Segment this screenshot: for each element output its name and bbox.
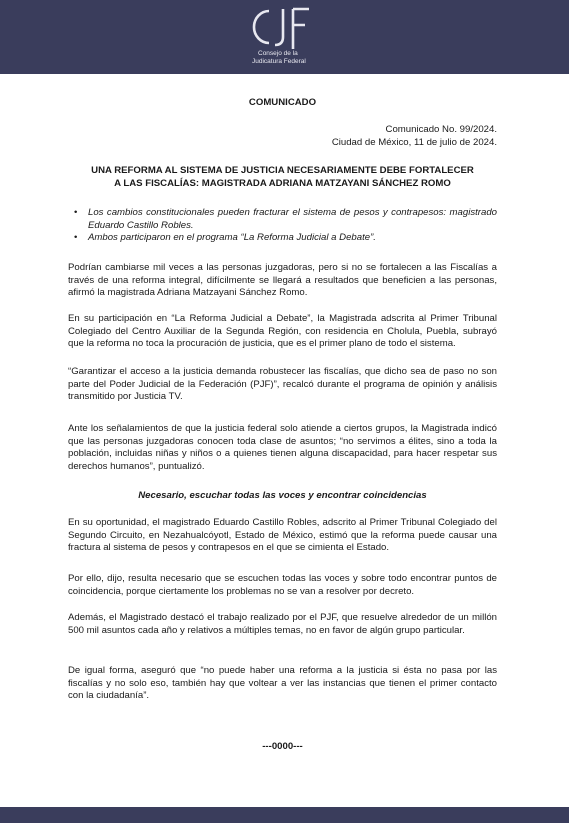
paragraph: De igual forma, aseguró que “no puede haber una reforma a la justicia si ésta no pasa por las fiscalías y no solo eso, también hay que voltear a ver las instancias que tienen el primer contacto con la ciudadanía”. <box>68 665 497 702</box>
headline <box>68 165 497 190</box>
paragraph: Además, el Magistrado destacó el trabajo realizado por el PJF, que resuelve alrededor de un millón 500 mil asuntos cada año y relativos a múltiples temas, no en favor de algún grupo particular. <box>68 612 497 636</box>
bullet-text: Ambos participaron en el programa “La Reforma Judicial a Debate”. <box>88 232 376 244</box>
bullet-icon: • <box>74 232 78 244</box>
bullet-text: Los cambios constitucionales pueden fracturar el sistema de pesos y contrapesos: magistrado Eduardo Castillo Robles. <box>88 207 497 231</box>
paragraph: Podrían cambiarse mil veces a las personas juzgadoras, pero si no se fortalecen a las Fiscalías a través de una reforma integral, difícilmente se llegará a resultados que beneficien a las personas, afirmó la magistrada Adriana Matzayani Sánchez Romo. <box>68 262 497 299</box>
logo-text-line1: Consejo de la <box>258 50 298 57</box>
section-subheading: Necesario, escuchar todas las voces y encontrar coincidencias <box>138 490 427 501</box>
paragraph: En su participación en “La Reforma Judicial a Debate”, la Magistrada adscrita al Primer Tribunal Colegiado del Centro Auxiliar de la Segunda Región, con residencia en Cholula, Puebla, subrayó que la reforma no toca la procuración de justicia, que es el primer plano de todo el sistema. <box>68 313 497 350</box>
footer-banner <box>0 807 569 823</box>
header-banner <box>0 0 569 74</box>
closing-mark: ---0000--- <box>262 741 303 752</box>
bullet-icon: • <box>74 207 78 218</box>
place-date: Ciudad de México, 11 de julio de 2024. <box>331 137 497 148</box>
paragraph: Por ello, dijo, resulta necesario que se escuchen todas las voces y sobre todo encontrar puntos de coincidencia, porque ciertamente los problemas no se van a resolver por decreto. <box>68 573 497 597</box>
document-title: COMUNICADO <box>248 97 317 108</box>
paragraph: “Garantizar el acceso a la justicia demanda robustecer las fiscalías, que dicho sea de paso no son parte del Poder Judicial de la Federación (PJF)”, recalcó durante el programa de opinión y análisis transmitido por Justicia TV. <box>68 366 497 403</box>
paragraph: Ante los señalamientos de que la justicia federal solo atiende a ciertos grupos, la Magistrada indicó que las personas juzgadoras conocen toda clase de asuntos; “no servimos a élites, sino a toda la población, incluidas niñas y niños o a quienes tienen alguna discapacidad, para hacer respetar sus derechos humanos”, puntualizó. <box>68 423 497 472</box>
list-item <box>68 207 497 232</box>
logo-text-line2: Judicatura Federal <box>252 58 306 65</box>
list-item <box>68 232 497 245</box>
headline-line-1: UNA REFORMA AL SISTEMA DE JUSTICIA NECESARIAMENTE DEBE FORTALECER <box>91 165 474 176</box>
headline-line-2: A LAS FISCALÍAS: MAGISTRADA ADRIANA MATZAYANI SÁNCHEZ ROMO <box>114 177 451 189</box>
communique-number: Comunicado No. 99/2024. <box>385 124 497 135</box>
summary-bullets <box>68 207 497 245</box>
paragraph: En su oportunidad, el magistrado Eduardo Castillo Robles, adscrito al Primer Tribunal Colegiado del Segundo Circuito, en Nezahualcóyotl, Estado de México, estimó que la reforma puede causar una fractura al sistema de pesos y contrapesos en el que se cimienta el Estado. <box>68 517 497 554</box>
